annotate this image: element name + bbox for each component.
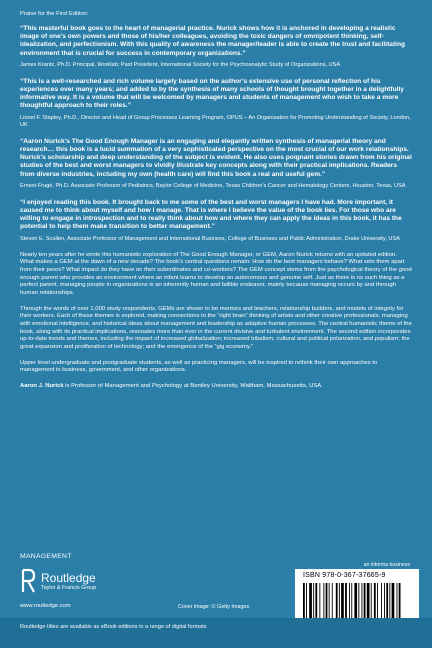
publisher-subtitle: Taylor & Francis Group <box>41 584 97 591</box>
praise-header: Praise for the First Edition: <box>20 11 89 17</box>
publisher-name: Routledge <box>41 570 96 585</box>
endorsement-quote: “This masterful book goes to the heart of managerial practice. Nurick shows how it is anchored in developing a realistic image of one’s own powers and those of his/her colleagues, avoiding the toxic dangers of omnipotent thinking, self-idealization, and perfectionism. With this quality of awareness the manager/leader is able to create the trust and facilitating environment that is crucial for success in contemporary organizations.” <box>20 25 406 57</box>
publisher-logo <box>20 568 96 594</box>
author-name: Aaron J. Nurick <box>20 383 64 390</box>
description-paragraph: Nearly ten years after he wrote this humanistic exploration of The Good Enough Manager, or GEM, Aaron Nurick returns with an updated edition. What makes a GEM at the dawn of a new decade? The book’s central questions remain: How do the best managers behave? What sets them apart from their peers? What impact do they have on their subordinates and co-workers? The GEM concept stems from the psychological theory of the good enough parent who provides an environment where an infant learns to develop an autonomous and genuine self. Just as there is no such thing as a perfect parent, managing people in organizations is an inherently human and fallible endeavor, mainly because managing occurs by and through human relationships. <box>20 251 412 297</box>
cover-credit: Cover image: © Getty Images <box>178 604 250 610</box>
endorsement-quote: “Aaron Nurick’s The Good Enough Manager is an engaging and elegantly written synthesis of managerial theory and research… this book is a lucid summation of a very sophisticated perspective on the most crucial of our work relationships. Nurick’s scholarship and deep understanding of the subject is evident. He also uses poignant stories drawn from his original studies of the best and worst managers to vividly illustrate key concepts along with their practical implications. Readers from diverse industries, including my own (health care) will find this book a real and useful gem.” <box>20 137 412 178</box>
endorsement-quote: “I enjoyed reading this book. It brought back to me some of the best and worst managers I have had. More important, it caused me to think about myself and how I manage. That is where I believe the value of the book lies. For those who are willing to engage in introspection and to really think about how and where they can apply the ideas in this book, it has the potential to help them make transition to better management.” <box>20 198 402 231</box>
routledge-r-logo-icon <box>20 568 36 594</box>
category-label: MANAGEMENT <box>20 553 72 560</box>
footer-bar <box>0 618 432 648</box>
description-paragraph: Through the words of over 1,000 study respondents, GEMs are shown to be mentors and teachers, relationship builders, and models of integrity for their workers. Each of these themes is explored, making connections to the “right brain” thinking of artists and other creative professionals, managing with emotional intelligence, and historical ideas about management and leadership as adaptive human processes. The central humanistic theme of the book, along with its practical implications, resonates more than ever in the current divisive and turbulent environment. The second edition incorporates up-to-date trends and themes, including the impact of increased globalization; increased tribalism, cultural and political polarization, and populism; the great expansion and proliferation of technology; and the emergence of the “gig economy.” <box>20 305 412 351</box>
endorsement-quote: “This is a well-researched and rich volume largely based on the author’s extensive use of personal reflection of his experiences over many years; and added to by the synthesis of many schools of thought brought together in a delightfully informative way. It is a volume that will be welcomed by managers and students of management who wish to take a more thoughtful approach to their roles.” <box>20 77 404 110</box>
description-paragraph: Upper level undergraduate and postgraduate students, as well as practicing managers, will be inspired to rethink their own approaches to management in business, government, and other organizations. <box>20 359 378 374</box>
endorsement-attribution: James Krantz, Ph.D. Principal, Worklab; Past President, International Society for the Psychoanalytic Study of Organizations, USA <box>20 61 341 68</box>
author-bio-text: is Professor of Management and Psychology at Bentley University, Waltham, Massachusetts, USA. <box>63 383 323 390</box>
endorsement-attribution: Lionel F. Stapley, Ph.D., Director and Head of Group Processes Learning Program, OPUS – An Organisation for Promoting Understanding of Society, London, UK <box>20 114 411 128</box>
publisher-text <box>41 572 96 591</box>
website-link[interactable]: www.routledge.com <box>20 603 71 609</box>
endorsement-attribution: Ernest Frugé, Ph.D. Associate Professor of Pediatrics, Baylor College of Medicine, Texas Children’s Cancer and Hematology Centers, Houston, Texas, USA <box>20 182 406 189</box>
barcode-icon <box>303 583 411 619</box>
informa-label: an informa business <box>363 562 410 568</box>
endorsement-attribution: Steven E. Scullen, Associate Professor of Management and International Business, College of Business and Public Administration, Drake University, USA <box>20 235 400 242</box>
isbn-text: ISBN 978-0-367-37665-9 <box>303 572 386 579</box>
author-bio <box>20 383 412 391</box>
footer-text: Routledge titles are available as eBook editions in a range of digital formats <box>20 624 207 630</box>
